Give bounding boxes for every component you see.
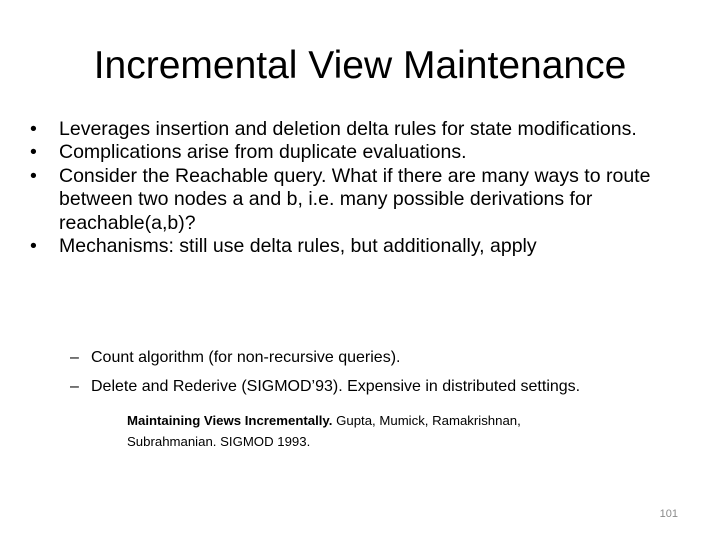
- bullet-item: [28, 235, 700, 258]
- slide-title: Incremental View Maintenance: [93, 44, 627, 87]
- bullet-item: [28, 118, 700, 141]
- bullet-text: Consider the Reachable query. What if there are many ways to route between two nodes a and b, i.e. many possible derivations for reachable(a,b)?: [59, 164, 651, 234]
- bullet-text: Leverages insertion and deletion delta rules for state modifications.: [59, 118, 637, 140]
- bullet-item: [28, 141, 700, 164]
- bullet-marker: •: [30, 141, 37, 164]
- bullet-list: [28, 118, 700, 258]
- sub-bullet-item: [70, 343, 690, 372]
- sub-bullet-text: Count algorithm (for non-recursive queries).: [91, 349, 401, 366]
- citation-authors: Gupta, Mumick, Ramakrishnan, Subrahmanian. SIGMOD 1993.: [127, 413, 521, 449]
- dash-marker: –: [70, 349, 79, 366]
- bullet-marker: •: [30, 118, 37, 140]
- bullet-text: Complications arise from duplicate evaluations.: [59, 141, 467, 164]
- sub-bullet-list: [70, 343, 690, 401]
- bullet-text: Mechanisms: still use delta rules, but additionally, apply: [59, 235, 537, 258]
- dash-marker: –: [70, 378, 79, 395]
- bullet-marker: •: [30, 164, 37, 187]
- sub-bullet-item: [70, 372, 690, 401]
- citation: [127, 410, 547, 452]
- bullet-marker: •: [30, 235, 37, 258]
- sub-bullet-text: Delete and Rederive (SIGMOD’93). Expensive in distributed settings.: [91, 378, 581, 395]
- citation-title: Maintaining Views Incrementally.: [127, 413, 333, 428]
- page-number: 101: [659, 508, 678, 520]
- bullet-item: [28, 165, 700, 235]
